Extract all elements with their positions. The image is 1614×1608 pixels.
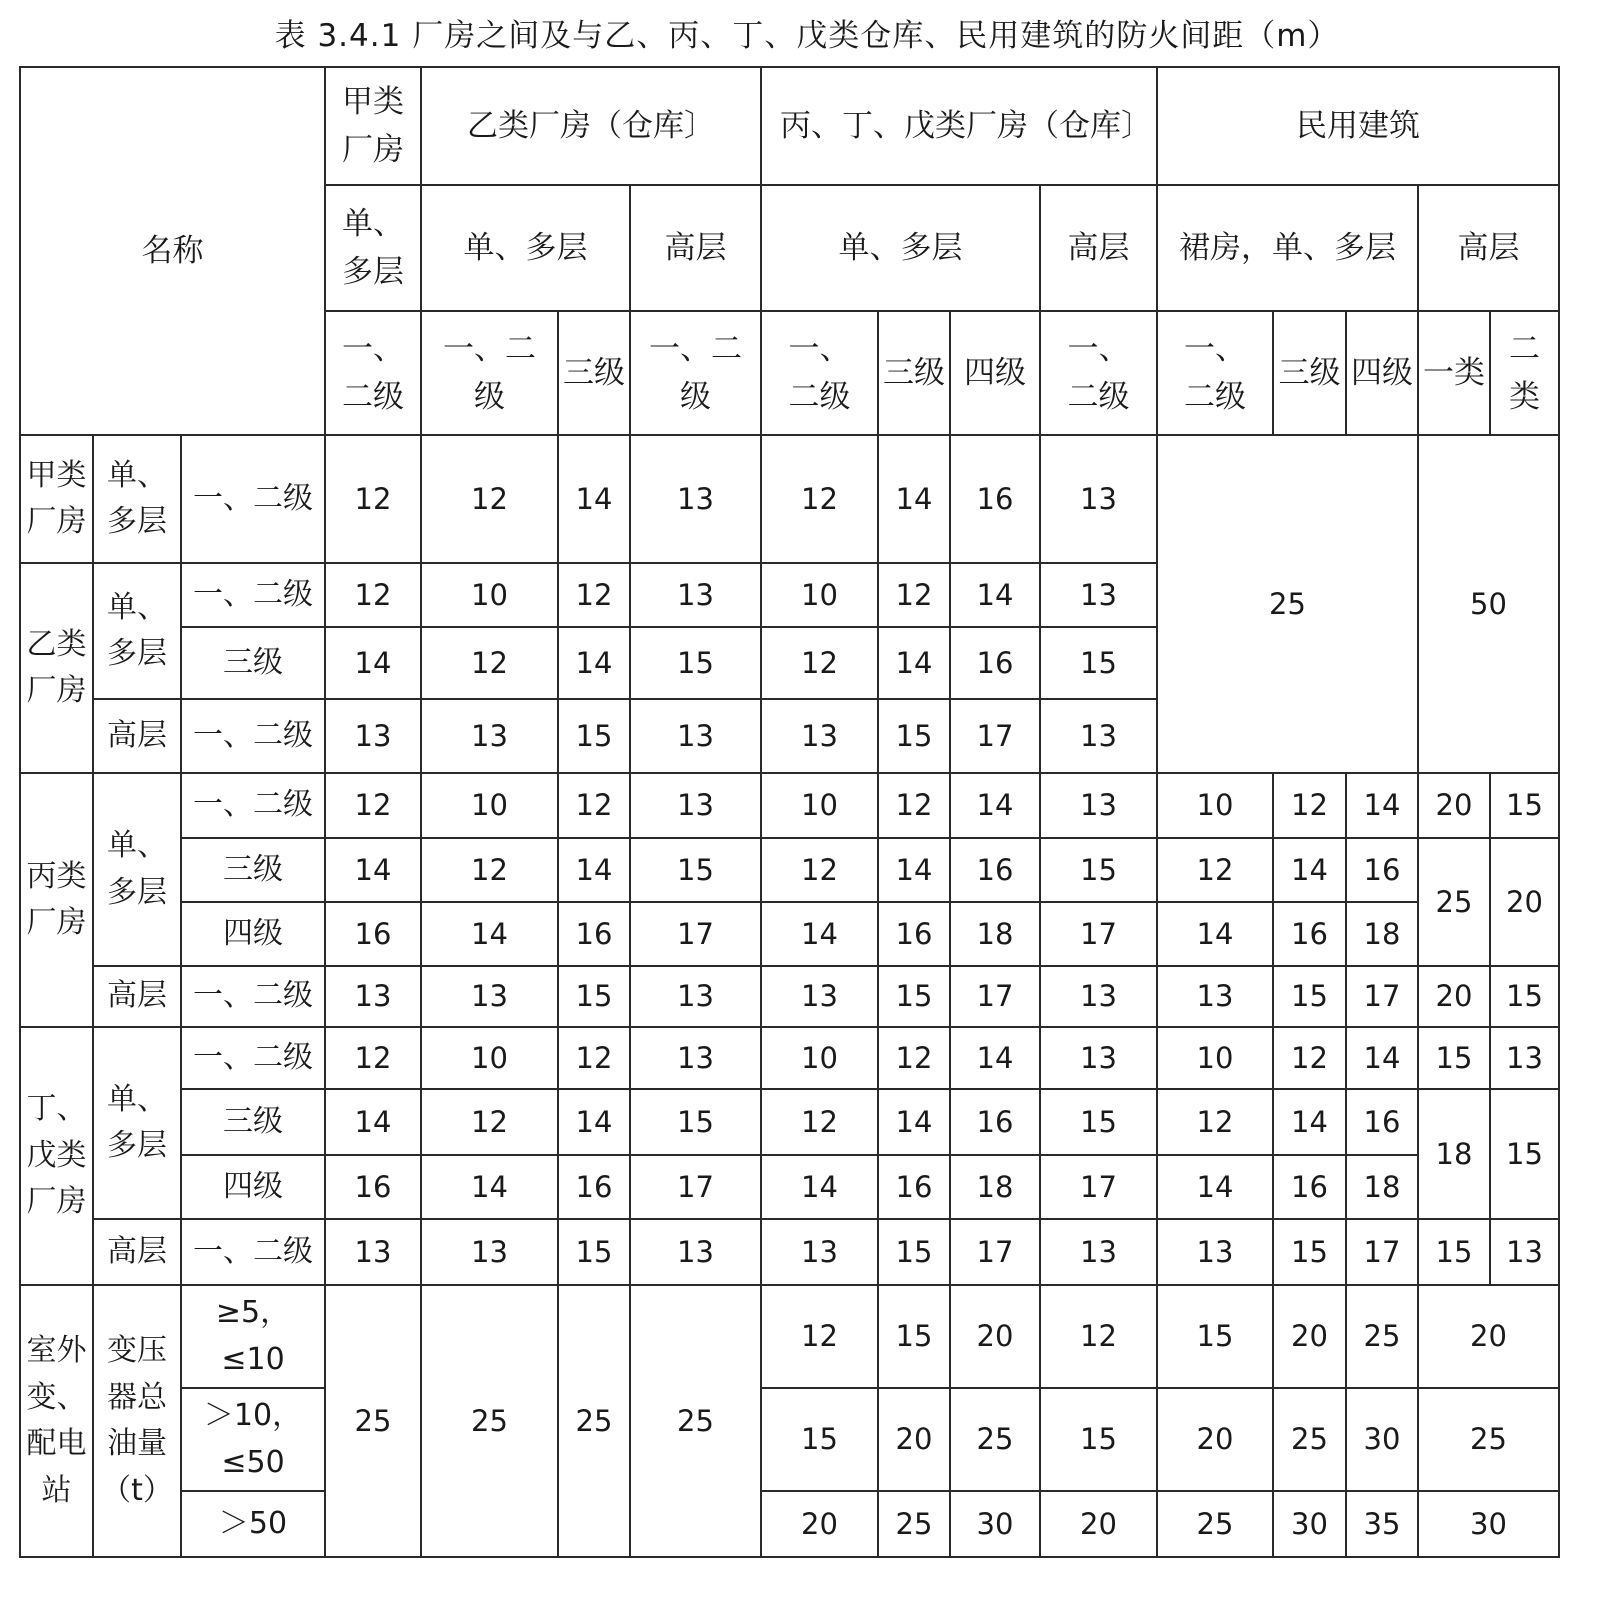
cell: 25 [950, 1388, 1040, 1491]
header-fire-rating: 三级 [558, 311, 630, 435]
header-fire-rating: 三级 [878, 311, 950, 435]
header-row [20, 67, 1559, 185]
cell: 14 [878, 1089, 950, 1155]
row-label-rating: 一、二级 [181, 699, 325, 773]
cell: 14 [950, 773, 1040, 838]
cell: 16 [1346, 838, 1418, 902]
row-label-highrise: 高层 [93, 1219, 181, 1285]
cell: 14 [761, 1155, 878, 1219]
cell: 17 [630, 1155, 761, 1219]
cell: 12 [421, 838, 558, 902]
cell: 14 [1346, 1027, 1418, 1089]
cell: 15 [761, 1388, 878, 1491]
cell: 30 [1346, 1388, 1418, 1491]
row-label-rating: 四级 [181, 1155, 325, 1219]
name-header: 名称 [20, 67, 325, 435]
row-label-oil-range: ＞10，≤50 [181, 1388, 325, 1491]
row-label-yi: 乙类厂房 [20, 563, 93, 773]
header-fire-rating: 二类 [1490, 311, 1559, 435]
cell: 20 [1273, 1285, 1346, 1388]
cell: 15 [878, 966, 950, 1027]
cell: 13 [630, 563, 761, 627]
header-civil-building: 民用建筑 [1157, 67, 1559, 185]
row-label-jia: 甲类厂房 [20, 435, 93, 563]
cell: 12 [558, 563, 630, 627]
cell: 12 [558, 1027, 630, 1089]
cell: 15 [1040, 838, 1157, 902]
cell: 14 [878, 627, 950, 699]
row-label-multistory: 单、多层 [93, 563, 181, 699]
cell: 15 [1040, 1388, 1157, 1491]
cell: 12 [1157, 838, 1273, 902]
cell: 10 [421, 563, 558, 627]
cell: 15 [1273, 966, 1346, 1027]
cell: 15 [1040, 1089, 1157, 1155]
cell: 15 [1273, 1219, 1346, 1285]
cell: 13 [1040, 699, 1157, 773]
cell: 20 [878, 1388, 950, 1491]
cell: 30 [950, 1491, 1040, 1557]
cell: 13 [1040, 563, 1157, 627]
cell: 25 [878, 1491, 950, 1557]
cell: 13 [421, 966, 558, 1027]
cell: 17 [1346, 966, 1418, 1027]
header-bingdingwu-factory: 丙、丁、戊类厂房（仓库〕 [761, 67, 1157, 185]
row-label-rating: 一、二级 [181, 435, 325, 563]
cell: 25 [1157, 1491, 1273, 1557]
row-label-rating: 一、二级 [181, 1027, 325, 1089]
cell: 13 [1040, 773, 1157, 838]
cell: 15 [558, 699, 630, 773]
header-fire-rating: 一类 [1418, 311, 1490, 435]
row-label-rating: 三级 [181, 1089, 325, 1155]
cell: 12 [325, 435, 421, 563]
cell: 10 [761, 1027, 878, 1089]
cell: 16 [950, 627, 1040, 699]
cell: 13 [1157, 1219, 1273, 1285]
cell: 13 [421, 1219, 558, 1285]
cell: 30 [1273, 1491, 1346, 1557]
cell: 15 [1418, 1027, 1490, 1089]
cell: 17 [1040, 902, 1157, 966]
cell: 15 [1490, 773, 1559, 838]
cell: 16 [878, 902, 950, 966]
cell: 16 [325, 902, 421, 966]
cell: 25 [325, 1285, 421, 1557]
cell: 25 [630, 1285, 761, 1557]
cell: 15 [558, 1219, 630, 1285]
row-label-rating: 一、二级 [181, 773, 325, 838]
cell: 14 [325, 1089, 421, 1155]
table-title: 表 3.4.1 厂房之间及与乙、丙、丁、戊类仓库、民用建筑的防火间距（m） [274, 18, 1340, 54]
cell: 17 [1040, 1155, 1157, 1219]
header-yi-highrise: 高层 [630, 185, 761, 311]
cell: 13 [630, 699, 761, 773]
cell: 12 [325, 563, 421, 627]
row-label-rating: 一、二级 [181, 1219, 325, 1285]
cell: 15 [878, 1285, 950, 1388]
cell: 16 [1346, 1089, 1418, 1155]
row-label-multistory: 单、多层 [93, 1027, 181, 1219]
cell: 12 [878, 1027, 950, 1089]
cell: 13 [761, 966, 878, 1027]
cell: 12 [878, 563, 950, 627]
cell: 50 [1418, 435, 1559, 773]
cell: 15 [1490, 966, 1559, 1027]
table-row [20, 1491, 1559, 1557]
cell: 14 [1157, 1155, 1273, 1219]
table-row [20, 1155, 1559, 1219]
cell: 14 [421, 902, 558, 966]
cell: 13 [630, 966, 761, 1027]
cell: 25 [421, 1285, 558, 1557]
row-label-multistory: 单、多层 [93, 435, 181, 563]
header-civil-highrise: 高层 [1418, 185, 1559, 311]
cell: 12 [761, 1285, 878, 1388]
cell: 15 [1490, 1089, 1559, 1219]
cell: 25 [1418, 838, 1490, 966]
cell: 35 [1346, 1491, 1418, 1557]
cell: 17 [630, 902, 761, 966]
cell: 25 [1273, 1388, 1346, 1491]
table-row [20, 1285, 1559, 1388]
row-label-substation: 室外变、配电站 [20, 1285, 93, 1557]
header-bdw-multistory: 单、多层 [761, 185, 1040, 311]
row-label-rating: 四级 [181, 902, 325, 966]
cell: 13 [630, 773, 761, 838]
cell: 13 [761, 1219, 878, 1285]
cell: 17 [950, 699, 1040, 773]
cell: 15 [1157, 1285, 1273, 1388]
header-bdw-highrise: 高层 [1040, 185, 1157, 311]
cell: 14 [558, 627, 630, 699]
cell: 13 [1040, 435, 1157, 563]
cell: 30 [1418, 1491, 1559, 1557]
table-row [20, 773, 1559, 838]
header-fire-rating: 一、二级 [325, 311, 421, 435]
header-fire-rating: 四级 [950, 311, 1040, 435]
cell: 12 [421, 435, 558, 563]
cell: 16 [558, 1155, 630, 1219]
cell: 16 [950, 838, 1040, 902]
header-fire-rating: 四级 [1346, 311, 1418, 435]
cell: 17 [950, 966, 1040, 1027]
cell: 13 [1040, 1219, 1157, 1285]
row-label-transformer-oil: 变压器总油量（t） [93, 1285, 181, 1557]
cell: 14 [558, 1089, 630, 1155]
cell: 12 [1273, 1027, 1346, 1089]
cell: 17 [1346, 1219, 1418, 1285]
cell: 14 [558, 435, 630, 563]
cell: 13 [1490, 1219, 1559, 1285]
cell: 14 [878, 838, 950, 902]
cell: 14 [421, 1155, 558, 1219]
cell: 16 [1273, 1155, 1346, 1219]
table-row [20, 1219, 1559, 1285]
cell: 12 [761, 627, 878, 699]
cell: 16 [878, 1155, 950, 1219]
cell: 13 [630, 435, 761, 563]
cell: 12 [761, 838, 878, 902]
cell: 13 [1040, 1027, 1157, 1089]
cell: 10 [421, 1027, 558, 1089]
cell: 16 [325, 1155, 421, 1219]
cell: 16 [1273, 902, 1346, 966]
header-fire-rating: 一、二级 [630, 311, 761, 435]
fire-distance-table [19, 66, 1560, 1558]
cell: 10 [761, 773, 878, 838]
cell: 25 [558, 1285, 630, 1557]
row-label-rating: 一、二级 [181, 563, 325, 627]
cell: 12 [558, 773, 630, 838]
cell: 20 [1040, 1491, 1157, 1557]
cell: 15 [630, 1089, 761, 1155]
cell: 18 [1346, 902, 1418, 966]
row-label-rating: 三级 [181, 627, 325, 699]
header-fire-rating: 一、二级 [421, 311, 558, 435]
cell: 14 [325, 838, 421, 902]
row-label-highrise: 高层 [93, 699, 181, 773]
cell: 14 [1157, 902, 1273, 966]
cell: 15 [630, 838, 761, 902]
cell: 20 [1418, 1285, 1559, 1388]
cell: 20 [1418, 773, 1490, 838]
cell: 13 [1040, 966, 1157, 1027]
header-fire-rating: 一、二级 [761, 311, 878, 435]
cell: 15 [878, 1219, 950, 1285]
header-yi-factory: 乙类厂房（仓库〕 [421, 67, 761, 185]
cell: 14 [1273, 1089, 1346, 1155]
row-label-oil-range: ＞50 [181, 1491, 325, 1557]
cell: 12 [1040, 1285, 1157, 1388]
cell: 14 [558, 838, 630, 902]
cell: 14 [878, 435, 950, 563]
header-fire-rating: 三级 [1273, 311, 1346, 435]
cell: 12 [761, 1089, 878, 1155]
table-row [20, 966, 1559, 1027]
cell: 20 [761, 1491, 878, 1557]
cell: 10 [1157, 1027, 1273, 1089]
cell: 15 [878, 699, 950, 773]
header-yi-multistory: 单、多层 [421, 185, 630, 311]
header-jia-multistory: 单、多层 [325, 185, 421, 311]
cell: 16 [558, 902, 630, 966]
row-label-rating: 一、二级 [181, 966, 325, 1027]
cell: 13 [761, 699, 878, 773]
header-fire-rating: 一、二级 [1157, 311, 1273, 435]
cell: 12 [325, 1027, 421, 1089]
row-label-highrise: 高层 [93, 966, 181, 1027]
cell: 13 [325, 1219, 421, 1285]
row-label-bing: 丙类厂房 [20, 773, 93, 1027]
row-label-multistory: 单、多层 [93, 773, 181, 966]
cell: 15 [558, 966, 630, 1027]
cell: 12 [421, 627, 558, 699]
header-civil-multistory: 裙房，单、多层 [1157, 185, 1418, 311]
cell: 15 [630, 627, 761, 699]
cell: 18 [1418, 1089, 1490, 1219]
table-row [20, 1388, 1559, 1491]
cell: 10 [761, 563, 878, 627]
cell: 12 [1273, 773, 1346, 838]
cell: 20 [950, 1285, 1040, 1388]
table-row [20, 435, 1559, 563]
cell: 18 [950, 1155, 1040, 1219]
cell: 18 [1346, 1155, 1418, 1219]
cell: 12 [761, 435, 878, 563]
cell: 25 [1418, 1388, 1559, 1491]
table-row [20, 1089, 1559, 1155]
cell: 14 [950, 563, 1040, 627]
cell: 12 [325, 773, 421, 838]
cell: 18 [950, 902, 1040, 966]
cell: 13 [1490, 1027, 1559, 1089]
header-jia-factory: 甲类厂房 [325, 67, 421, 185]
header-fire-rating: 一、二级 [1040, 311, 1157, 435]
cell: 13 [630, 1219, 761, 1285]
cell: 13 [325, 699, 421, 773]
cell: 25 [1157, 435, 1418, 773]
table-row [20, 1027, 1559, 1089]
cell: 20 [1157, 1388, 1273, 1491]
table-row [20, 902, 1559, 966]
cell: 16 [950, 1089, 1040, 1155]
cell: 13 [421, 699, 558, 773]
cell: 15 [1040, 627, 1157, 699]
cell: 14 [761, 902, 878, 966]
cell: 17 [950, 1219, 1040, 1285]
cell: 14 [1346, 773, 1418, 838]
cell: 20 [1490, 838, 1559, 966]
cell: 10 [1157, 773, 1273, 838]
cell: 25 [1346, 1285, 1418, 1388]
cell: 14 [950, 1027, 1040, 1089]
cell: 13 [630, 1027, 761, 1089]
cell: 14 [325, 627, 421, 699]
row-label-oil-range: ≥5，≤10 [181, 1285, 325, 1388]
row-label-rating: 三级 [181, 838, 325, 902]
row-label-ding: 丁、戊类厂房 [20, 1027, 93, 1285]
cell: 13 [325, 966, 421, 1027]
cell: 12 [1157, 1089, 1273, 1155]
cell: 15 [1418, 1219, 1490, 1285]
cell: 14 [1273, 838, 1346, 902]
cell: 13 [1157, 966, 1273, 1027]
cell: 12 [421, 1089, 558, 1155]
table-row [20, 838, 1559, 902]
cell: 16 [950, 435, 1040, 563]
cell: 12 [878, 773, 950, 838]
cell: 20 [1418, 966, 1490, 1027]
cell: 10 [421, 773, 558, 838]
